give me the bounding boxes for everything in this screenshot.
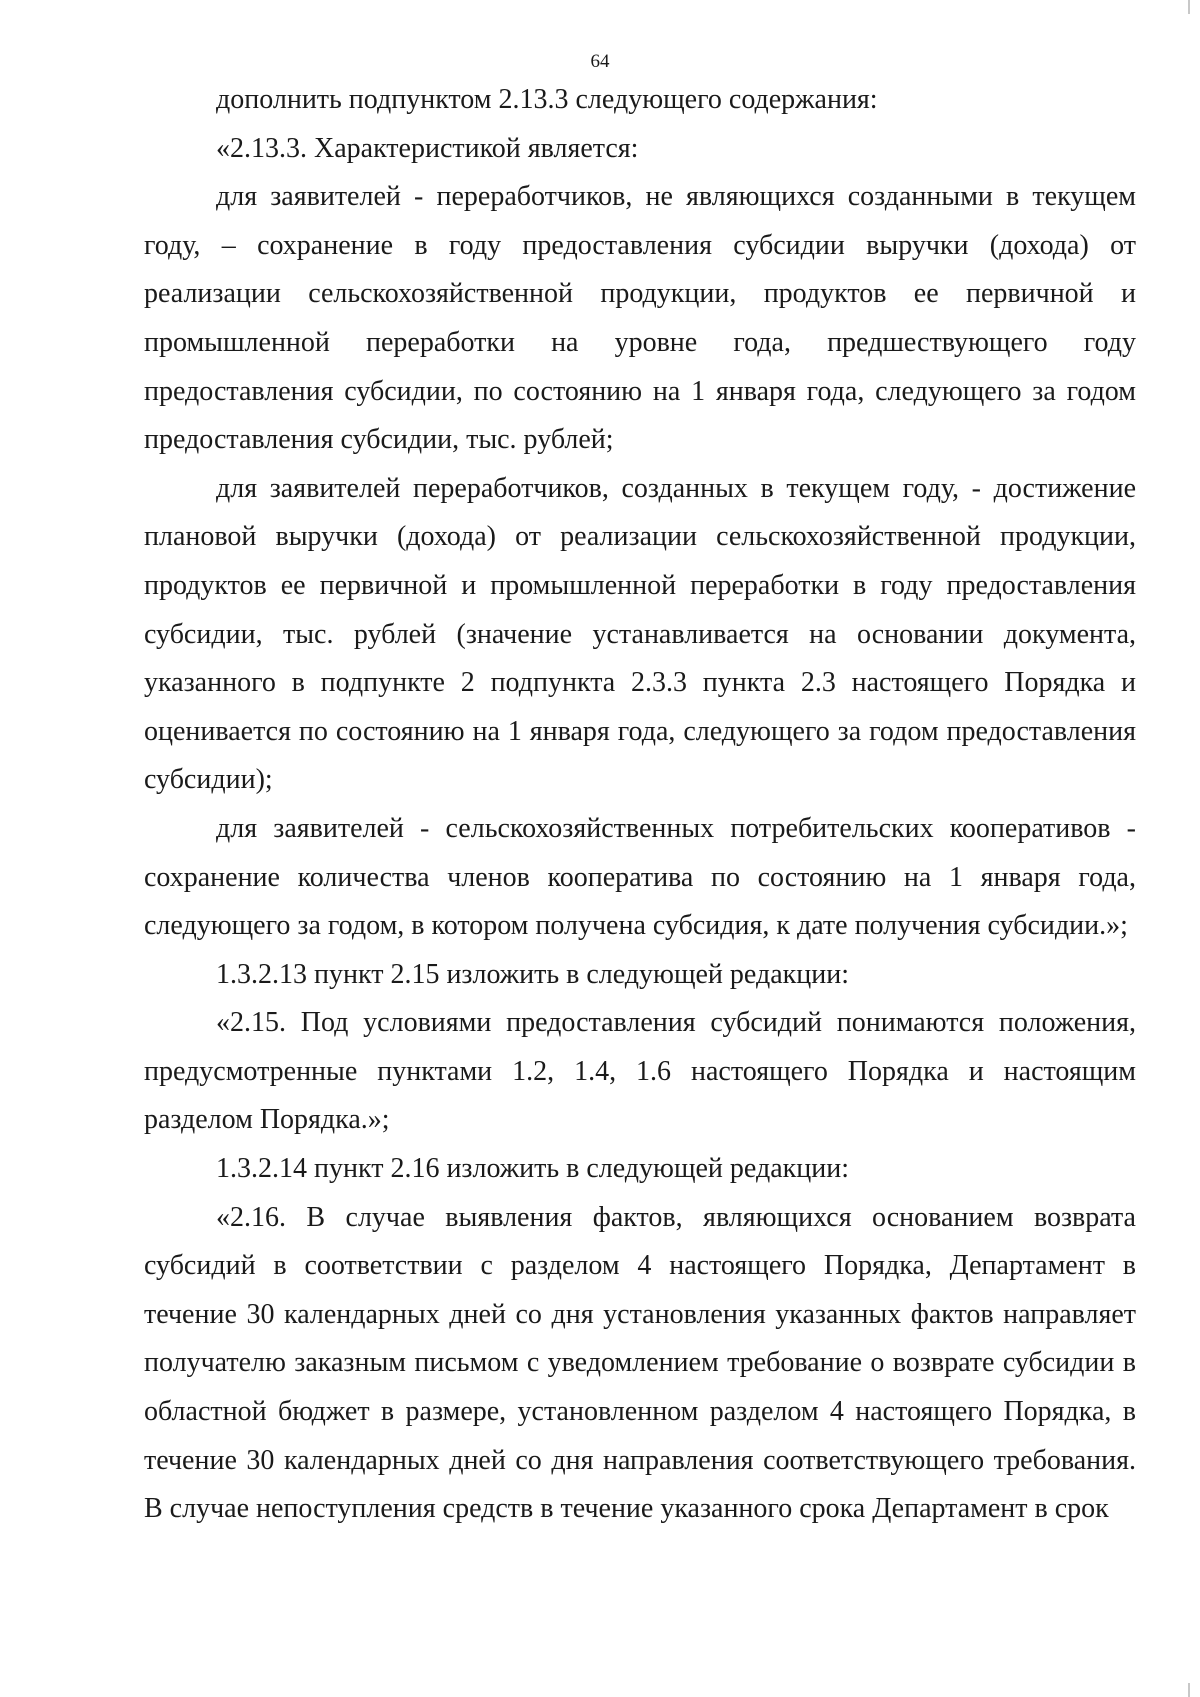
scan-edge-mark-top xyxy=(1188,0,1190,14)
paragraph-intro: дополнить подпунктом 2.13.3 следующего содержания: xyxy=(216,84,878,115)
page-number: 64 xyxy=(590,51,610,72)
paragraph-cooperatives: для заявителей - сельскохозяйственных потребительских кооперативов - сохранение количества членов кооператива по состоянию на 1 января года, следующего за годом, в котором получена субсидия, к дате получения субсидии.»; xyxy=(144,812,1136,942)
scan-edge-mark-bottom xyxy=(1188,1683,1190,1697)
paragraph-processors-new: для заявителей переработчиков, созданных в текущем году, - достижение плановой выручки (дохода) от реализации сельскохозяйственной продукции, продуктов ее первичной и промышленной переработки в году предоставления субсидии, тыс. рублей (значение устанавливается на основании документа, указанного в подпункте 2 подпункта 2.3.3 пункта 2.3 настоящего Порядка и оценивается по состоянию на 1 января года, следующего за годом предоставления субсидии); xyxy=(144,472,1136,796)
paragraph-processors-existing: для заявителей - переработчиков, не являющихся созданными в текущем году, – сохранение в году предоставления субсидии выручки (дохода) от реализации сельскохозяйственной продукции, продуктов ее первичной и промышленной переработки на уровне года, предшествующего году предоставления субсидии, по состоянию на 1 января года, следующего за годом предоставления субсидии, тыс. рублей; xyxy=(144,181,1136,456)
paragraph-amendment-2-16: 1.3.2.14 пункт 2.16 изложить в следующей редакции: xyxy=(216,1153,849,1185)
paragraph-clause-2-15: «2.15. Под условиями предоставления субсидий понимаются положения, предусмотренные пунктами 1.2, 1.4, 1.6 настоящего Порядка и настоящим разделом Порядка.»; xyxy=(144,1007,1136,1136)
document-body xyxy=(144,76,1136,1534)
paragraph-clause-2-16: «2.16. В случае выявления фактов, являющихся основанием возврата субсидий в соответствии с разделом 4 настоящего Порядка, Департамент в течение 30 календарных дней со дня установления указанных фактов направляет получателю заказным письмом с уведомлением требование о возврате субсидии в областной бюджет в размере, установленном разделом 4 настоящего Порядка, в течение 30 календарных дней со дня направления соответствующего требования. В случае непоступления средств в течение указанного срока Департамент в срок xyxy=(144,1201,1136,1525)
paragraph-clause-2-13-3-heading: «2.13.3. Характеристикой является: xyxy=(216,132,639,164)
paragraph-amendment-2-15: 1.3.2.13 пункт 2.15 изложить в следующей редакции: xyxy=(216,958,849,990)
